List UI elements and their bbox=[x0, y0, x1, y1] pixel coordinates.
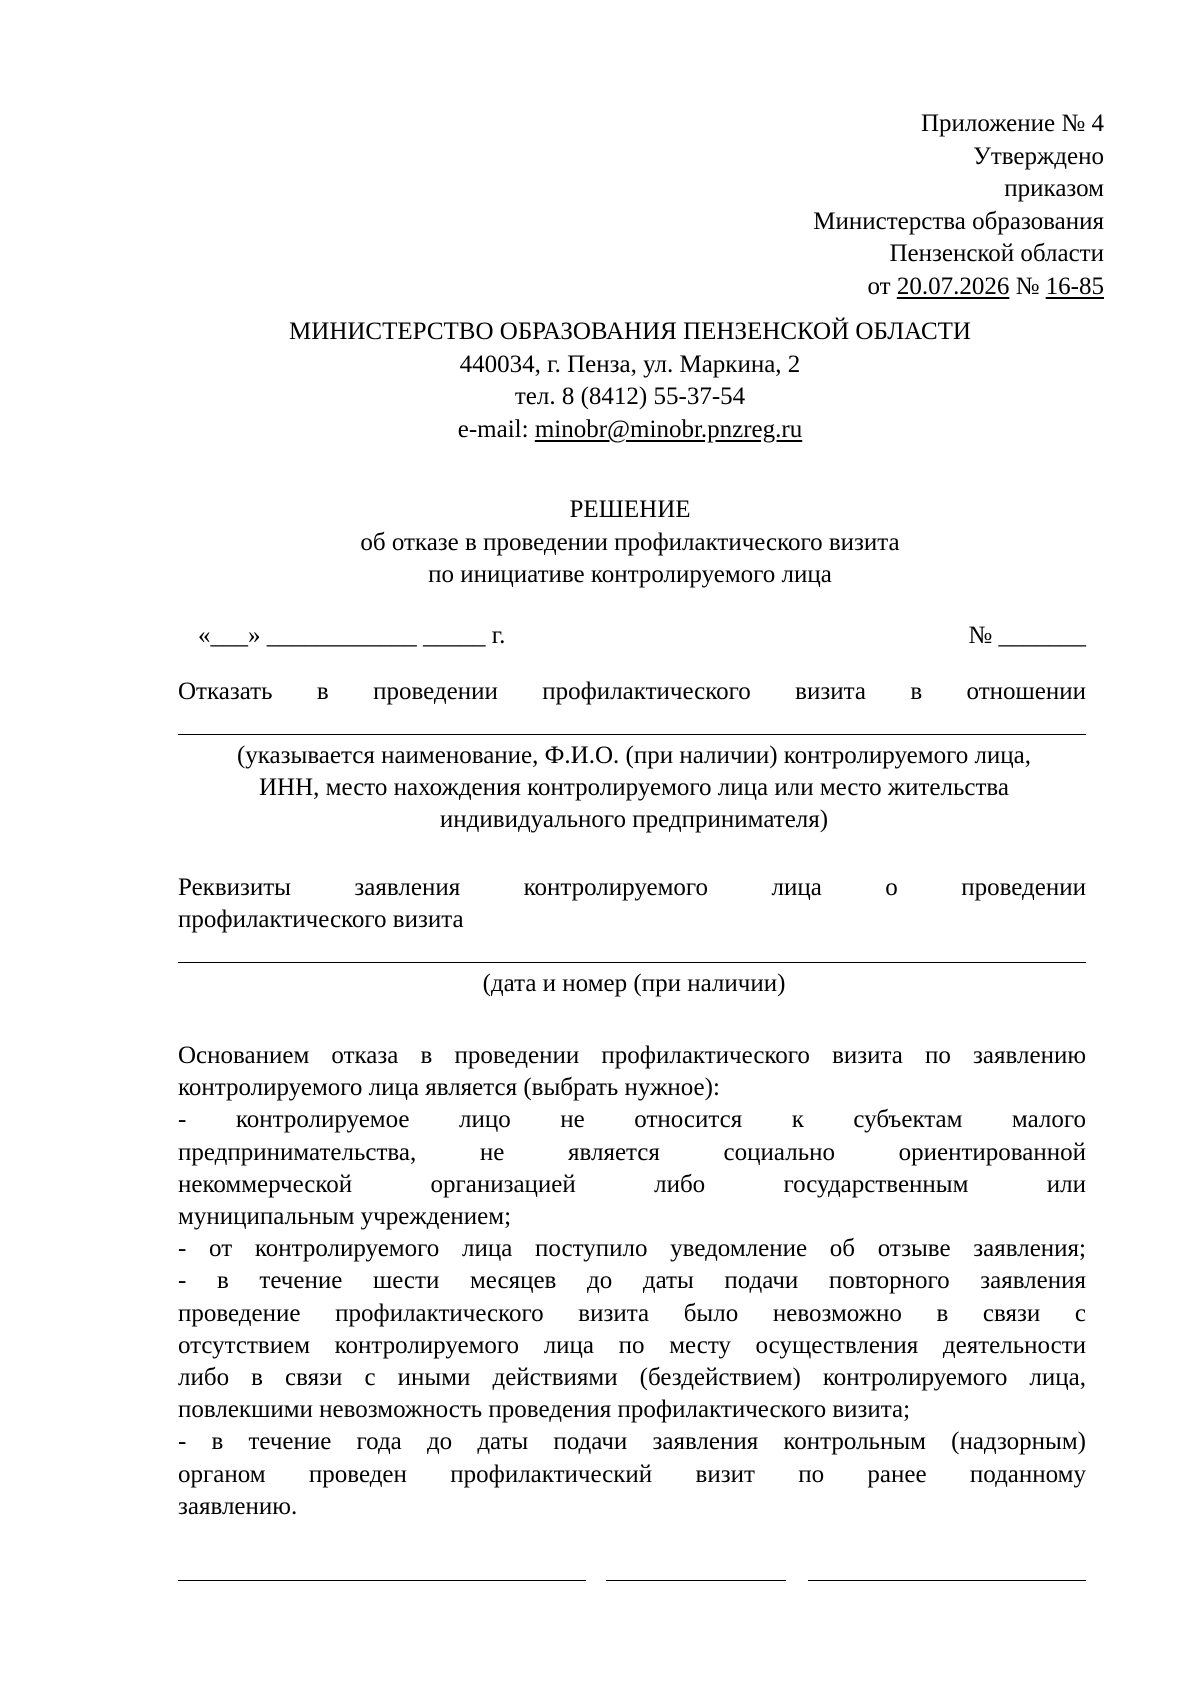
ministry-header bbox=[0, 316, 1200, 446]
grounds-line: органом проведен профилактический визит по ранее поданному bbox=[178, 1460, 1086, 1488]
order-date: 20.07.2026 bbox=[896, 272, 1010, 300]
order-prefix: от bbox=[867, 272, 897, 300]
grounds-line: Основанием отказа в проведении профилактического визита по заявлению bbox=[178, 1042, 1086, 1069]
grounds-line: - в течение года до даты подачи заявления контрольным (надзорным) bbox=[178, 1428, 1086, 1456]
grounds-line: - в течение шести месяцев до даты подачи повторного заявления bbox=[178, 1267, 1086, 1295]
ministry-address: 440034, г. Пенза, ул. Маркина, 2 bbox=[459, 350, 801, 378]
approved-label: Утверждено bbox=[973, 142, 1104, 170]
controlled-person-note-2: ИНН, место нахождения контролируемого лица или место жительства bbox=[259, 774, 1009, 801]
grounds-line: - контролируемое лицо не относится к субъектам малого bbox=[178, 1106, 1086, 1134]
approval-block bbox=[813, 108, 1104, 304]
signature-line bbox=[606, 1580, 786, 1581]
email-link[interactable]: minobr@minobr.pnzreg.ru bbox=[534, 415, 803, 443]
grounds-line: контролируемого лица является (выбрать нужное): bbox=[178, 1074, 720, 1102]
ministry-phone: тел. 8 (8412) 55-37-54 bbox=[514, 383, 746, 411]
signature-name-line bbox=[808, 1580, 1086, 1581]
ministry-name-line: Министерства образования bbox=[813, 207, 1104, 235]
grounds-line: отсутствием контролируемого лица по месту осуществления деятельности bbox=[178, 1331, 1086, 1359]
ministry-email-line bbox=[0, 414, 1200, 447]
decision-subtitle-2: по инициативе контролируемого лица bbox=[428, 561, 832, 589]
decision-subtitle-1: об отказе в проведении профилактического визита bbox=[360, 528, 900, 556]
controlled-person-note-3: индивидуального предпринимателя) bbox=[439, 806, 829, 833]
requisites-note: (дата и номер (при наличии) bbox=[482, 970, 786, 997]
grounds-line: повлекшими невозможность проведения профилактического визита; bbox=[178, 1396, 911, 1424]
region-name-line: Пензенской области bbox=[889, 240, 1104, 268]
requisites-line-1: Реквизиты заявления контролируемого лица о проведении bbox=[178, 874, 1086, 901]
grounds-line: - от контролируемого лица поступило уведомление об отзыве заявления; bbox=[178, 1235, 1086, 1263]
grounds-line: либо в связи с иными действиями (бездействием) контролируемого лица, bbox=[178, 1364, 1086, 1392]
controlled-person-note-1: (указывается наименование, Ф.И.О. (при наличии) контролируемого лица, bbox=[236, 742, 1032, 769]
requisites-blank-line bbox=[178, 962, 1086, 963]
requisites-paragraph bbox=[178, 872, 1086, 936]
ministry-title: МИНИСТЕРСТВО ОБРАЗОВАНИЯ ПЕНЗЕНСКОЙ ОБЛАСТИ bbox=[289, 318, 971, 345]
requisites-line-2: профилактического визита bbox=[178, 906, 464, 933]
decision-heading: РЕШЕНИЕ bbox=[569, 496, 691, 523]
order-number: 16-85 bbox=[1045, 272, 1104, 300]
decision-number-field: № _______ bbox=[968, 622, 1086, 649]
order-label: приказом bbox=[1004, 175, 1104, 203]
grounds-line: проведение профилактического визита было невозможно в связи с bbox=[178, 1299, 1086, 1327]
refusal-grounds bbox=[178, 1040, 1086, 1523]
order-details bbox=[813, 271, 1104, 304]
refuse-paragraph: Отказать в проведении профилактического визита в отношении bbox=[178, 678, 1086, 705]
grounds-line: некоммерческой организацией либо государственным или bbox=[178, 1170, 1086, 1198]
appendix-number: Приложение № 4 bbox=[920, 110, 1104, 137]
grounds-line: заявлению. bbox=[178, 1492, 298, 1520]
decision-title bbox=[0, 494, 1200, 592]
decision-date-field: «___» ____________ _____ г. bbox=[198, 622, 506, 649]
signature-position-line bbox=[178, 1580, 586, 1581]
order-number-prefix: № bbox=[1009, 272, 1046, 300]
controlled-person-blank-line bbox=[178, 734, 1086, 735]
email-label: e-mail: bbox=[457, 415, 535, 443]
grounds-line: предпринимательства, не является социально ориентированной bbox=[178, 1138, 1086, 1166]
grounds-line: муниципальным учреждением; bbox=[178, 1203, 512, 1231]
